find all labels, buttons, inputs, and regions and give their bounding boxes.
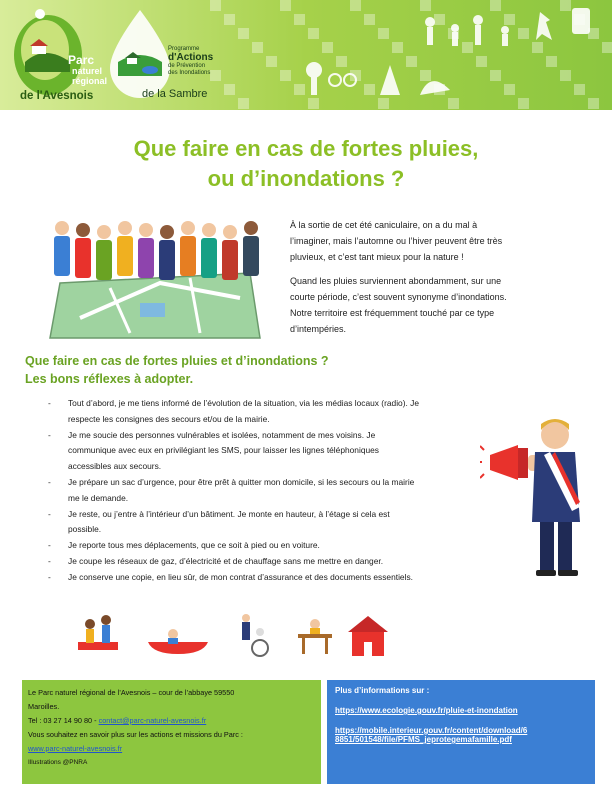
- tip-dash: -: [48, 508, 51, 519]
- papi-logo-line: des Inondations: [168, 70, 211, 76]
- action-icons-row: [78, 612, 388, 660]
- tip-item: [48, 570, 420, 586]
- footer-contact: [22, 680, 321, 784]
- parc-logo-line: régional: [72, 76, 108, 86]
- person-icon: [243, 221, 259, 276]
- intro-paragraph: À la sortie de cet été caniculaire, on a du mal à l’imaginer, mais l’automne ou l’hiver peuvent être très pluvieux, et c’est tant mieux pour la nature !: [290, 220, 503, 262]
- intro-text: [290, 217, 520, 345]
- footer-more-info: Vous souhaitez en savoir plus sur les actions et missions du Parc :: [28, 730, 243, 739]
- tip-dash: -: [48, 571, 51, 582]
- parc-logo-line: Parc: [68, 53, 95, 67]
- parc-logo-line: naturel: [72, 66, 103, 76]
- tip-dash: -: [48, 429, 51, 440]
- boat-icon: [148, 629, 208, 654]
- person-icon: [75, 223, 91, 278]
- footer-address: Le Parc naturel régional de l’Avesnois – cour de l’abbaye 59550: [28, 688, 235, 697]
- section-heading-line: Les bons réflexes à adopter.: [25, 372, 194, 386]
- tip-text: Je reporte tous mes déplacements, que ce soit à pied ou en voiture.: [68, 540, 320, 551]
- tip-item: [48, 475, 420, 507]
- mayor-megaphone-illustration: [480, 410, 590, 585]
- person-icon: [138, 223, 154, 278]
- tip-dash: -: [48, 555, 51, 566]
- parc-logo-subtext: [72, 66, 107, 86]
- tip-text: Je prépare un sac d’urgence, pour être prêt à quitter mon domicile, si les secours ou la mairie me le demande.: [68, 476, 415, 503]
- papi-logo-text: [168, 46, 213, 77]
- footer-website-link[interactable]: www.parc-naturel-avesnois.fr: [28, 744, 123, 753]
- parc-logo-text: [68, 54, 94, 66]
- person-icon: [54, 221, 70, 276]
- interieur-link[interactable]: https://mobile.interieur.gouv.fr/content/download/6: [335, 726, 528, 735]
- footer-town: Maroilles.: [28, 702, 60, 711]
- papi-logo-line: Programme: [168, 46, 200, 52]
- intro-paragraph: Quand les pluies surviennent abondamment, sur une courte période, c’est souvent synonyme d’inondations. Notre territoire est fréquemment touché par ce type d’intempéries.: [290, 276, 507, 334]
- tip-item: [48, 538, 420, 554]
- parc-logo-name: de l'Avesnois: [20, 90, 94, 102]
- family-icon: [78, 615, 118, 650]
- tip-text: Je coupe les réseaux de gaz, d’électricité et de chauffage sans me mettre en danger.: [68, 555, 384, 566]
- shelter-table-icon: [298, 619, 332, 654]
- tip-item: [48, 554, 420, 570]
- footer-links-heading: Plus d’informations sur :: [335, 686, 430, 695]
- tip-item: [48, 428, 420, 475]
- tip-dash: -: [48, 398, 51, 408]
- tip-text: Je conserve une copie, en lieu sûr, de mon contrat d’assurance et des documents essentiels.: [68, 571, 413, 582]
- person-icon: [159, 225, 175, 280]
- person-icon: [180, 221, 196, 276]
- ecologie-link[interactable]: https://www.ecologie.gouv.fr/pluie-et-inondation: [335, 706, 518, 715]
- header-banner: [0, 0, 612, 110]
- tip-item: [48, 396, 420, 428]
- tip-text: Je reste, ou j’entre à l’intérieur d’un bâtiment. Je monte en hauteur, à l’étage si cela est possible.: [68, 508, 390, 535]
- footer-credits: Illustrations @PNRA: [28, 759, 88, 766]
- person-icon: [117, 221, 133, 276]
- papi-logo-line: de Prévention: [168, 63, 206, 69]
- papi-logo-name: de la Sambre: [142, 88, 208, 100]
- person-icon: [96, 225, 112, 280]
- interieur-link-cont[interactable]: 8851/501548/file/PFMS_jeprotegemafamille.pdf: [335, 735, 512, 744]
- tip-dash: -: [48, 540, 51, 551]
- section-heading-line: Que faire en cas de fortes pluies et d’inondations ?: [25, 354, 329, 368]
- papi-logo-line: d'Actions: [168, 52, 214, 63]
- title-line: Que faire en cas de fortes pluies,: [133, 136, 479, 161]
- footer-phone-line: [28, 714, 311, 728]
- person-icon: [201, 223, 217, 278]
- footer-links: [327, 680, 595, 784]
- megaphone-icon: [480, 445, 528, 480]
- tip-text: Tout d’abord, je me tiens informé de l’évolution de la situation, via les médias locaux (radio). Je respecte les consignes des secours et/ou de la mairie.: [68, 398, 419, 424]
- tip-item: [48, 507, 420, 539]
- tip-dash: -: [48, 476, 51, 487]
- house-icon: [348, 616, 388, 656]
- tip-text: Je me soucie des personnes vulnérables et isolées, notamment de mes voisins. Je communique avec eux en privilégiant les SMS, pour laisser les lignes téléphoniques accessibles aux secours.: [68, 429, 379, 472]
- section-heading: [25, 352, 425, 388]
- footer-email-link[interactable]: contact@parc-naturel-avesnois.fr: [98, 716, 207, 725]
- wheelchair-icon: [242, 614, 268, 656]
- tips-list: [48, 396, 420, 586]
- person-icon: [222, 225, 238, 280]
- title-line: ou d’inondations ?: [207, 166, 405, 191]
- footer-phone: Tel : 03 27 14 90 80 -: [28, 716, 99, 725]
- citizens-map-illustration: [40, 208, 270, 343]
- page-title: [0, 134, 612, 194]
